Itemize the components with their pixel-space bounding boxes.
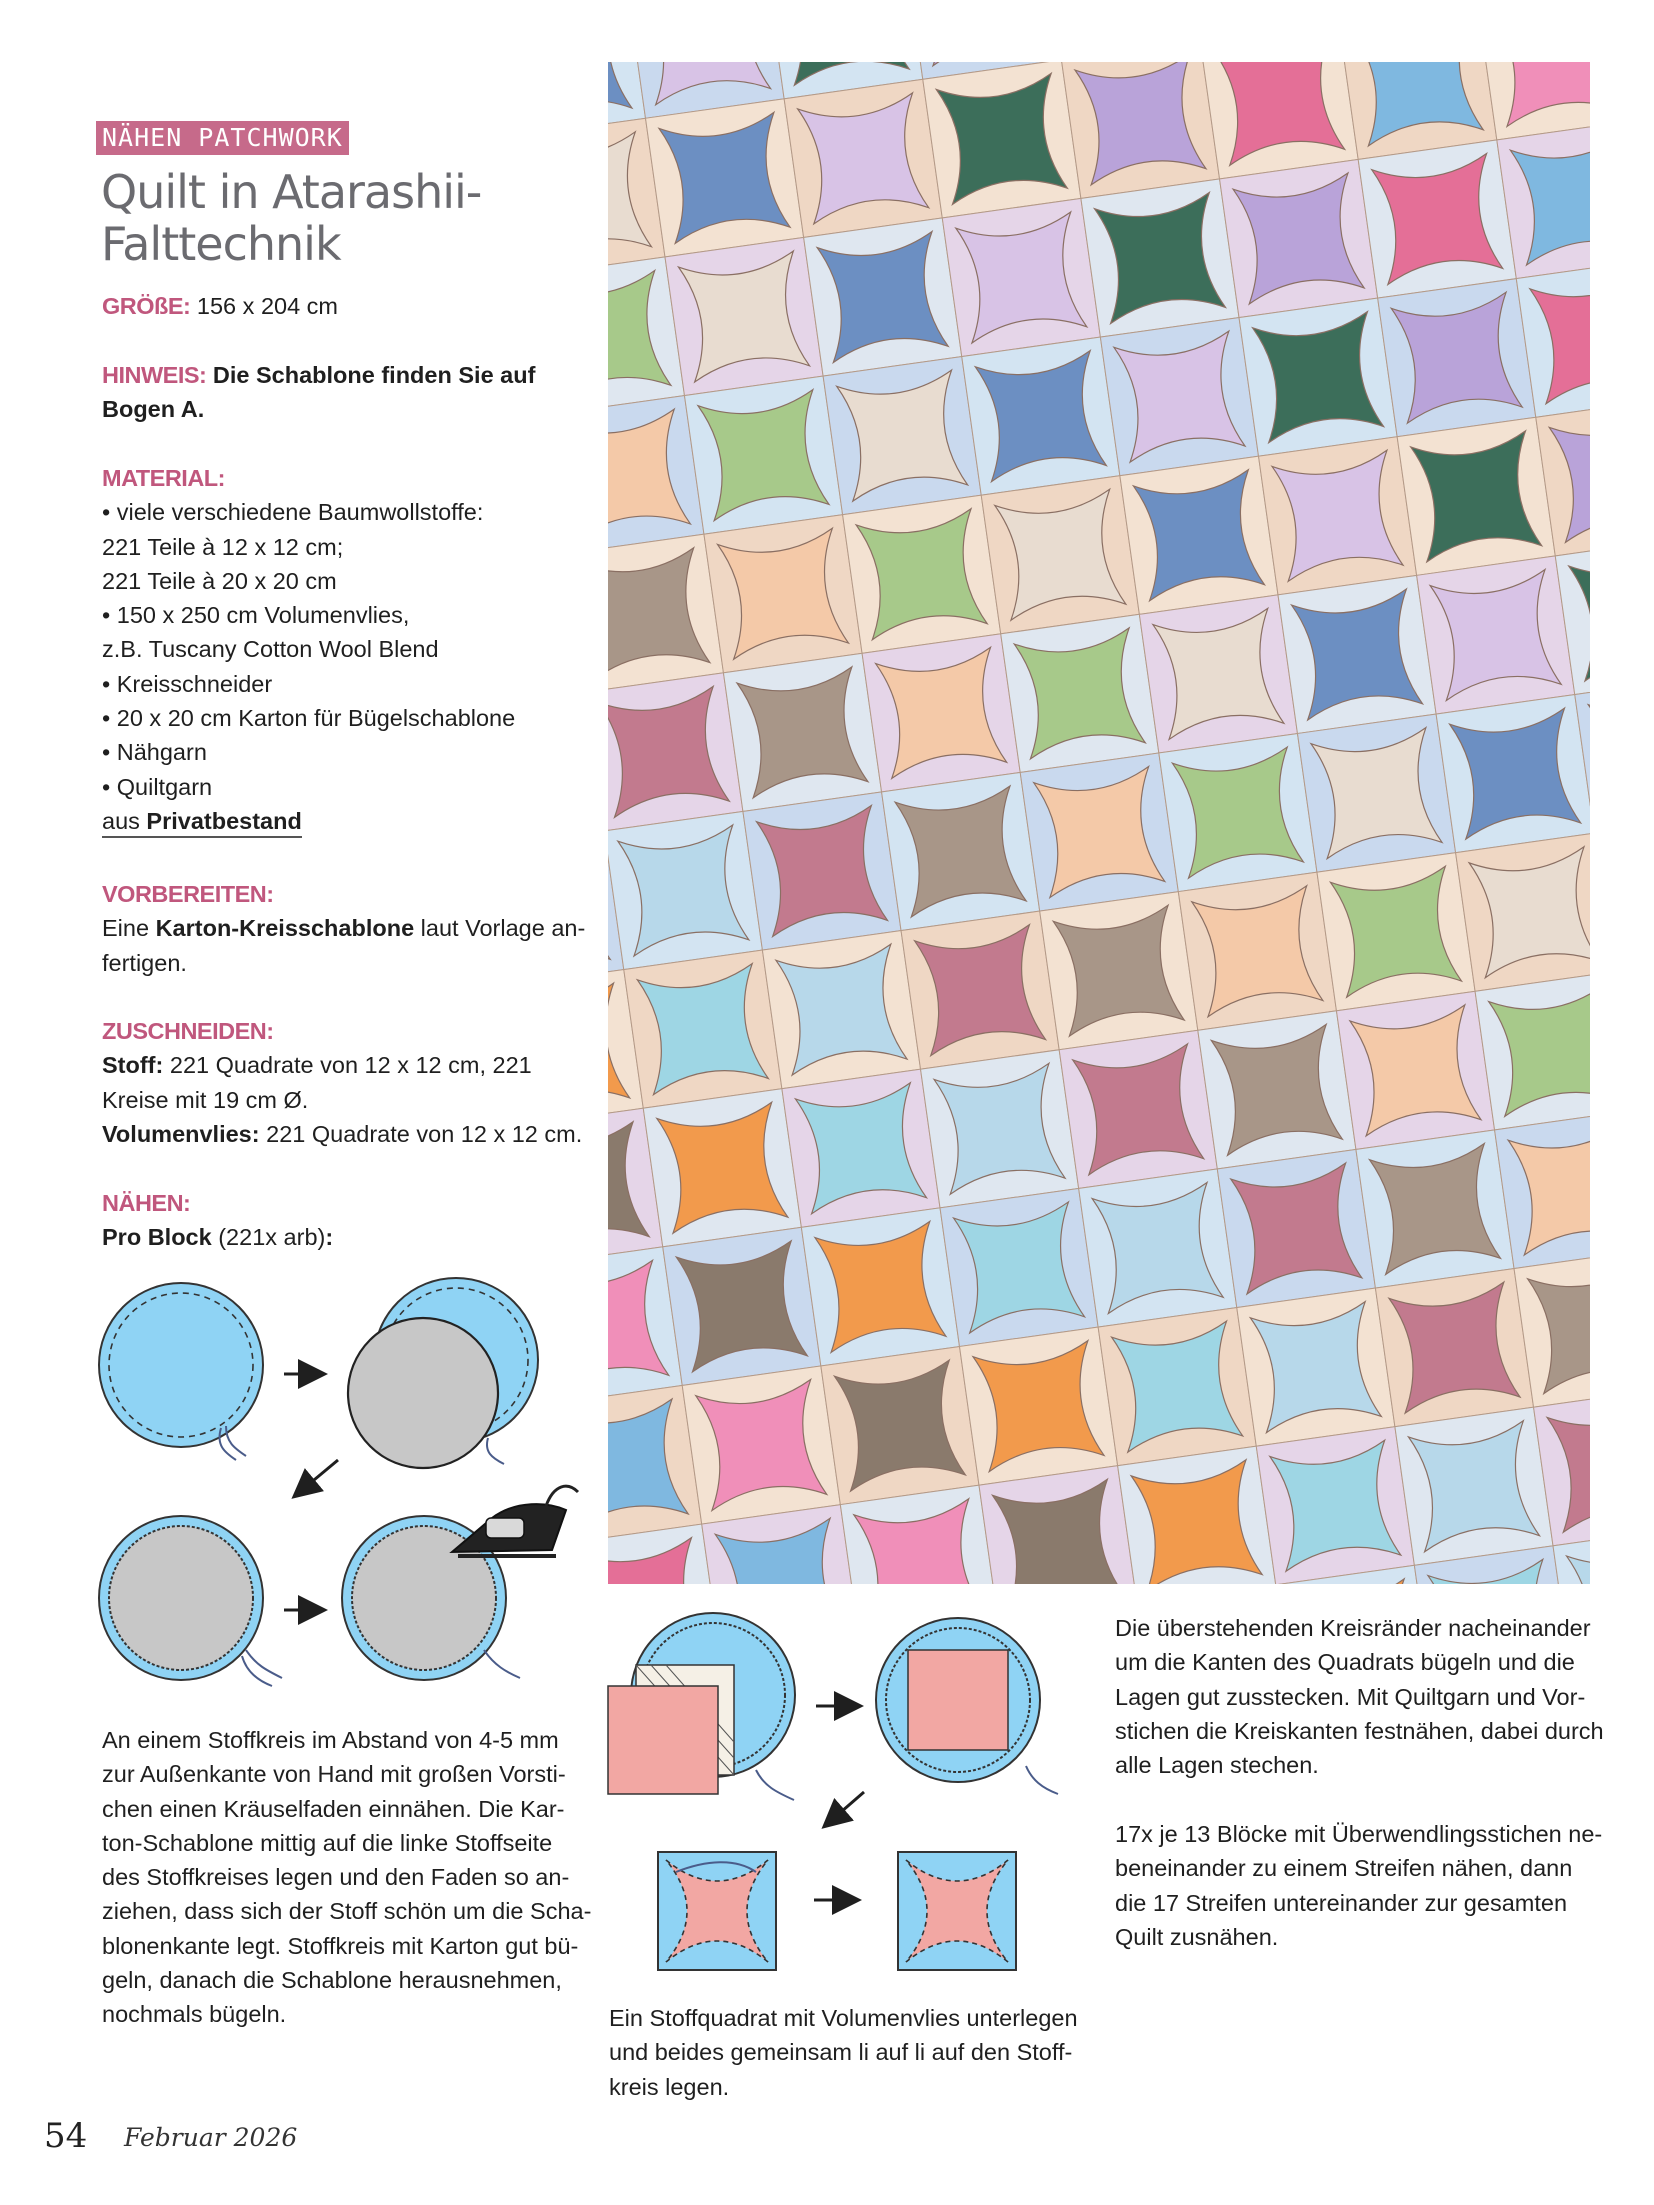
arrow-diagonal-2	[826, 1792, 864, 1825]
step-4-line: die 17 Streifen untereinander zur gesamten	[1115, 1889, 1568, 1916]
material-line: • 150 x 250 cm Volumenvlies,	[102, 602, 410, 629]
cutting-section	[102, 1014, 582, 1151]
step-4-line: 17x je 13 Blöcke mit Überwendlingsstichen ne-	[1115, 1821, 1603, 1847]
diagram-square-folding	[606, 1610, 1086, 1990]
step-4-line: Quilt zusnähen.	[1115, 1923, 1279, 1950]
prepare-suffix: laut Vorlage an-	[414, 915, 586, 942]
sewing-heading: NÄHEN:	[102, 1190, 191, 1216]
step-1-line: zur Außenkante von Hand mit großen Vorsti-	[102, 1761, 566, 1788]
step-1-line: chen einen Kräuselfaden einnähen. Die Kar-	[102, 1795, 565, 1822]
material-section	[102, 461, 515, 838]
fabric-circle-a	[99, 1283, 263, 1460]
centered-square-on-circle	[876, 1618, 1058, 1794]
folded-edges-b	[898, 1852, 1016, 1970]
note-label: HINWEIS:	[102, 362, 207, 388]
iron-icon	[452, 1486, 578, 1556]
quilt-pattern	[608, 62, 1590, 1584]
size-spec	[102, 289, 338, 323]
material-source-bold: Privatbestand	[146, 807, 302, 834]
fabric-label: Stoff:	[102, 1052, 164, 1079]
material-line: • 20 x 20 cm Karton für Bügelschablone	[102, 705, 516, 732]
step-1-line: des Stoffkreises legen und den Faden so an-	[102, 1864, 570, 1891]
step-3-line: Die überstehenden Kreisränder nacheinander	[1115, 1615, 1591, 1641]
material-line: 221 Teile à 12 x 12 cm;	[102, 533, 344, 560]
material-source-prefix: aus	[102, 807, 147, 834]
title-line-1: Quilt in Atarashii-	[101, 165, 482, 219]
issue-date: Februar 2026	[124, 2123, 298, 2152]
arrow-diagonal-1	[296, 1460, 338, 1495]
cutting-heading: ZUSCHNEIDEN:	[102, 1018, 274, 1044]
step-1-line: ziehen, dass sich der Stoff schön um die Scha-	[102, 1898, 592, 1925]
step-3-text	[1115, 1611, 1604, 1782]
batting-label: Volumenvlies:	[102, 1120, 260, 1147]
step-2-line: kreis legen.	[609, 2073, 730, 2100]
material-line: • Nähgarn	[102, 739, 207, 766]
title-line-2: Falttechnik	[101, 217, 341, 271]
step-2-line: und beides gemeinsam li auf li auf den Stoff-	[609, 2039, 1073, 2066]
step-1-line: An einem Stoffkreis im Abstand von 4-5 mm	[102, 1727, 559, 1753]
size-value: 156 x 204 cm	[196, 293, 339, 319]
fabric-text: 221 Quadrate von 12 x 12 cm, 221	[163, 1052, 532, 1079]
material-line: • Kreisschneider	[102, 670, 273, 697]
step-3-line: um die Kanten des Quadrats bügeln und die	[1115, 1649, 1575, 1676]
diagram-gathering	[96, 1270, 586, 1700]
batting-text: 221 Quadrate von 12 x 12 cm.	[259, 1120, 583, 1147]
step-3-line: alle Lagen stechen.	[1115, 1752, 1319, 1779]
step-2-line: Ein Stoffquadrat mit Volumenvlies unterlegen	[609, 2005, 1078, 2031]
step-1-text	[102, 1723, 592, 2032]
block-text: (221x arb)	[211, 1224, 326, 1251]
gathered-circle	[99, 1516, 282, 1686]
step-1-line: ton-Schablone mittig auf die linke Stoffseite	[102, 1829, 553, 1856]
step-2-text	[609, 2001, 1078, 2104]
quilt-photo	[608, 62, 1590, 1584]
note	[102, 358, 535, 427]
fabric-line-2: Kreise mit 19 cm Ø.	[102, 1086, 309, 1113]
step-1-line: nochmals bügeln.	[102, 2001, 287, 2028]
step-1-line: geln, danach die Schablone herausnehmen,	[102, 1967, 562, 1994]
note-text-2: Bogen A.	[102, 396, 205, 423]
prepare-heading: VORBEREITEN:	[102, 881, 274, 907]
size-label: GRÖßE:	[102, 293, 191, 319]
square-on-circle	[608, 1613, 795, 1800]
step-4-line: beneinander zu einem Streifen nähen, dann	[1115, 1855, 1573, 1882]
prepare-section	[102, 877, 585, 980]
sewing-section	[102, 1186, 333, 1255]
material-source	[102, 804, 515, 838]
block-bold: Pro Block	[102, 1224, 212, 1251]
material-line: z.B. Tuscany Cotton Wool Blend	[102, 636, 439, 663]
step-4-text	[1115, 1817, 1602, 1954]
prepare-bold: Karton-Kreisschablone	[155, 915, 415, 942]
prepare-line-2: fertigen.	[102, 949, 187, 976]
step-3-line: stichen die Kreiskanten festnähen, dabei durch	[1115, 1717, 1604, 1744]
section-kicker: NÄHEN PATCHWORK	[96, 121, 349, 155]
step-1-line: blonenkante legt. Stoffkreis mit Karton gut bü-	[102, 1932, 579, 1959]
material-heading: MATERIAL:	[102, 465, 225, 491]
page-title	[101, 166, 571, 270]
prepare-prefix: Eine	[102, 915, 156, 942]
material-line: 221 Teile à 20 x 20 cm	[102, 567, 337, 594]
material-line: • Quiltgarn	[102, 773, 213, 800]
folded-edges-a	[658, 1852, 776, 1970]
page-number: 54	[44, 2116, 88, 2156]
block-colon: :	[325, 1224, 334, 1251]
step-3-line: Lagen gut zusstecken. Mit Quiltgarn und Vor-	[1115, 1683, 1586, 1710]
template-on-circle	[348, 1278, 538, 1468]
note-text-1: Die Schablone finden Sie auf	[212, 362, 536, 388]
material-line: • viele verschiedene Baumwollstoffe:	[102, 499, 484, 526]
